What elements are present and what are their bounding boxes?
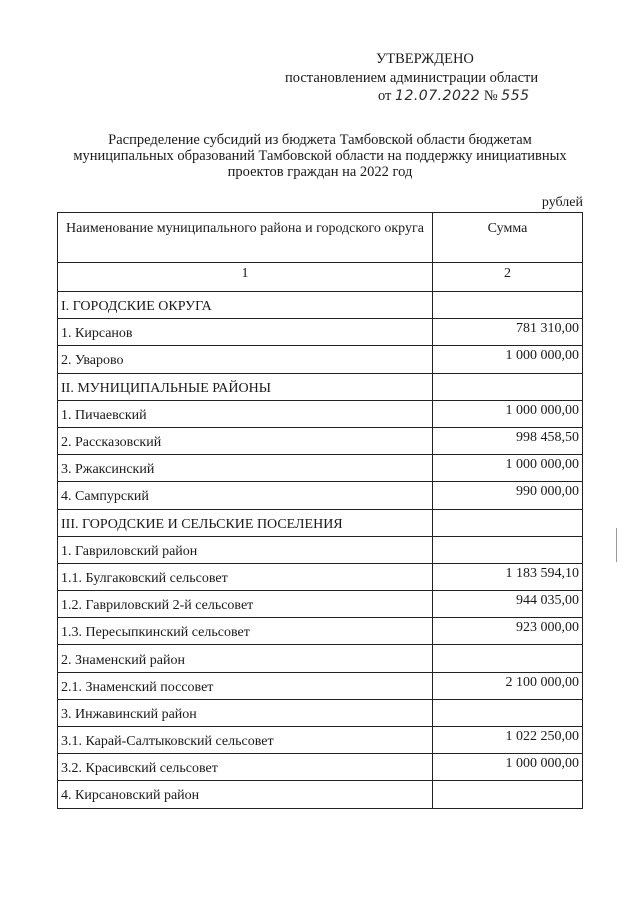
from-label: от [378,88,392,104]
row-name: 3. Инжавинский район [58,699,433,726]
row-name: 3. Ржаксинский [58,455,433,482]
row-amount: 944 035,00 [433,591,583,618]
table-row [58,699,583,726]
row-amount: 2 100 000,00 [433,672,583,699]
row-name: 3.1. Карай-Салтыковский сельсовет [58,727,433,754]
table-row [58,319,583,346]
row-name: II. МУНИЦИПАЛЬНЫЕ РАЙОНЫ [58,373,433,400]
row-name: 1.1. Булгаковский сельсовет [58,563,433,590]
units-label: рублей [541,195,583,210]
row-amount [433,292,583,319]
row-name: 4. Кирсановский район [58,781,433,808]
table-row [58,292,583,319]
row-amount: 1 000 000,00 [433,346,583,373]
column-index-1: 1 [58,263,433,292]
row-name: 1. Гавриловский район [58,536,433,563]
document-title [40,132,600,180]
table-row [58,346,583,373]
table-row [58,618,583,645]
table-row [58,672,583,699]
table-row [58,482,583,509]
row-name: I. ГОРОДСКИЕ ОКРУГА [58,292,433,319]
table-row [58,455,583,482]
table-row [58,591,583,618]
row-amount [433,509,583,536]
row-amount [433,781,583,808]
row-amount: 923 000,00 [433,618,583,645]
approval-date-line [378,87,530,105]
row-amount: 990 000,00 [433,482,583,509]
row-amount: 1 000 000,00 [433,400,583,427]
row-name: 1. Кирсанов [58,319,433,346]
table-row [58,400,583,427]
row-amount [433,373,583,400]
title-line-3: проектов граждан на 2022 год [227,164,413,180]
column-header-name: Наименование муниципального района и городского округа [58,213,433,263]
row-name: 1.3. Пересыпкинский сельсовет [58,618,433,645]
handwritten-number: 555 [501,88,530,104]
row-amount: 1 183 594,10 [433,563,583,590]
number-label: № [483,88,498,104]
table-header-row [58,213,583,263]
row-name: 2. Рассказовский [58,427,433,454]
table-row [58,427,583,454]
row-name: 1.2. Гавриловский 2-й сельсовет [58,591,433,618]
table-row [58,563,583,590]
column-index-row [58,263,583,292]
table-row [58,373,583,400]
approval-issuer: постановлением администрации области [285,70,539,86]
row-name: 1. Пичаевский [58,400,433,427]
row-name: 2. Уварово [58,346,433,373]
row-amount: 1 000 000,00 [433,754,583,781]
approval-heading: УТВЕРЖДЕНО [376,51,474,67]
table-row [58,727,583,754]
table-row [58,754,583,781]
row-amount [433,699,583,726]
row-amount: 1 022 250,00 [433,727,583,754]
row-amount: 781 310,00 [433,319,583,346]
title-line-1: Распределение субсидий из бюджета Тамбовской области бюджетам [108,132,532,148]
scan-margin-mark [616,528,617,562]
row-name: III. ГОРОДСКИЕ И СЕЛЬСКИЕ ПОСЕЛЕНИЯ [58,509,433,536]
subsidy-table [57,212,583,809]
row-amount [433,536,583,563]
row-name: 3.2. Красивский сельсовет [58,754,433,781]
column-header-amount: Сумма [433,213,583,263]
table-row [58,645,583,672]
column-index-2: 2 [433,263,583,292]
row-amount: 1 000 000,00 [433,455,583,482]
row-name: 2.1. Знаменский поссовет [58,672,433,699]
row-name: 4. Сампурский [58,482,433,509]
row-amount [433,645,583,672]
table-row [58,536,583,563]
table-row [58,781,583,808]
row-name: 2. Знаменский район [58,645,433,672]
row-amount: 998 458,50 [433,427,583,454]
handwritten-date: 12.07.2022 [395,88,481,104]
title-line-2: муниципальных образований Тамбовской области на поддержку инициативных [73,148,567,164]
table-row [58,509,583,536]
